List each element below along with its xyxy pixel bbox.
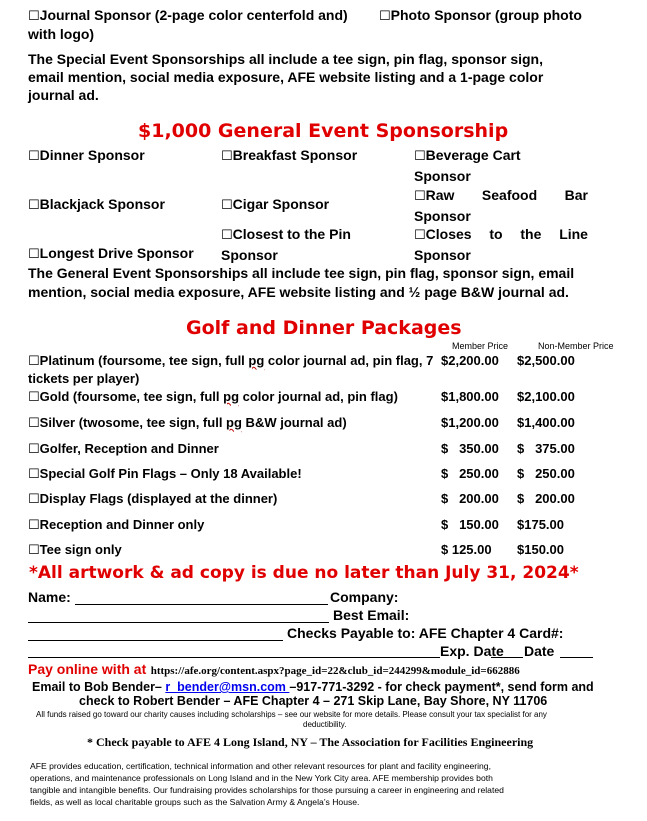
option-label: Seafood [481, 187, 538, 203]
email-line2: check to Robert Bender – AFE Chapter 4 – 271 Skip Lane, Bay Shore, NY 11706 [79, 694, 548, 708]
special-desc-line1: The Special Event Sponsorships all include a tee sign, pin flag, sponsor sign, [28, 51, 543, 67]
about-line: tangible and intangible benefits. Our fundraising provides scholarships for those pursuing a career in engineering and related [30, 785, 504, 795]
checkbox[interactable]: ☐ [28, 9, 40, 24]
name-line [28, 589, 71, 605]
closest-pin-option[interactable] [221, 226, 351, 243]
email-field[interactable] [28, 640, 283, 641]
cigar-sponsor-option[interactable] [221, 196, 329, 213]
email-text: Email to Bob Bender– [32, 680, 166, 694]
about-line: AFE provides education, certification, technical information and other relevant resources for plant and facility engineering, [30, 761, 491, 771]
dinner-sponsor-option[interactable] [28, 147, 145, 164]
package-name: Platinum [39, 353, 95, 368]
general-desc-line1: The General Event Sponsorships all include tee sign, pin flag, sponsor sign, email [28, 265, 575, 281]
nonmember-price: $175.00 [517, 517, 564, 532]
checkbox[interactable]: ☐ [414, 189, 426, 204]
raw-bar-label-cont: Sponsor [414, 208, 471, 224]
option-label: Line [559, 226, 588, 242]
package-row[interactable] [28, 466, 302, 482]
name-label: Name: [28, 589, 71, 605]
option-label: the [520, 226, 542, 242]
about-line: operations, and maintenance professionals on Long Island and in the New York City area. AFE membership provides both [30, 773, 493, 783]
checkbox[interactable]: ☐ [28, 518, 40, 533]
option-label: Longest Drive Sponsor [39, 245, 194, 261]
raw-bar-option[interactable] [414, 187, 588, 204]
general-desc-line2: mention, social media exposure, AFE website listing and ½ page B&W journal ad. [28, 284, 569, 300]
option-label: Raw [425, 187, 455, 203]
package-name: Silver [39, 415, 76, 430]
nonmember-price: $ 375.00 [517, 441, 575, 456]
exp-date-label: Exp. Date [440, 643, 504, 659]
package-row[interactable] [28, 389, 398, 405]
option-label: Breakfast Sponsor [232, 147, 358, 163]
member-price: $ 200.00 [441, 491, 499, 506]
email-link[interactable]: r_bender@msn.com [165, 680, 290, 694]
checkbox[interactable]: ☐ [221, 149, 233, 164]
package-detail: color journal ad, pin flag, 7 [264, 353, 434, 368]
photo-sponsor-label: Photo Sponsor (group photo [390, 7, 582, 23]
special-desc-line2: email mention, social media exposure, AFE website listing and a 1-page color [28, 69, 544, 85]
package-row[interactable] [28, 542, 122, 558]
package-name: Special Golf Pin Flags – Only 18 Available! [39, 466, 302, 481]
about-block [30, 760, 504, 808]
nonmember-price: $ 250.00 [517, 466, 575, 481]
option-label: Bar [564, 187, 588, 203]
checkbox[interactable]: ☐ [28, 543, 40, 558]
checkbox[interactable]: ☐ [28, 247, 40, 262]
nonmember-price: $2,500.00 [517, 353, 575, 368]
pay-online-line [28, 661, 520, 679]
checkbox[interactable]: ☐ [221, 228, 233, 243]
blackjack-sponsor-option[interactable] [28, 196, 165, 213]
special-desc-line3: journal ad. [28, 87, 99, 103]
nonmember-price: $1,400.00 [517, 415, 575, 430]
nonmember-price: $ 200.00 [517, 491, 575, 506]
checkbox[interactable]: ☐ [414, 149, 426, 164]
package-detail: pg [248, 353, 265, 368]
package-name: Reception and Dinner only [39, 517, 205, 532]
option-label: Dinner Sponsor [39, 147, 145, 163]
package-detail: B&W journal ad) [241, 415, 347, 430]
checkbox[interactable]: ☐ [28, 467, 40, 482]
checkbox[interactable]: ☐ [28, 198, 40, 213]
closest-line-option[interactable] [414, 226, 588, 243]
package-detail: color journal ad, pin flag) [239, 389, 398, 404]
journal-sponsor-option[interactable] [28, 7, 348, 24]
check-note: * Check payable to AFE 4 Long Island, NY – The Association for Facilities Engineering [87, 735, 534, 749]
company-field[interactable] [28, 622, 329, 623]
beverage-cart-label-cont: Sponsor [414, 168, 471, 184]
card-number-field[interactable] [28, 657, 440, 658]
package-name: Golfer, Reception and Dinner [39, 441, 219, 456]
checkbox[interactable]: ☐ [28, 416, 40, 431]
email-line1 [32, 680, 594, 694]
photo-sponsor-label-cont: with logo) [28, 26, 95, 42]
package-row[interactable] [28, 441, 219, 457]
checkbox[interactable]: ☐ [379, 9, 391, 24]
package-detail-cont: tickets per player) [28, 371, 140, 386]
member-price: $2,200.00 [441, 353, 499, 368]
closest-pin-label-cont: Sponsor [221, 247, 278, 263]
exp-date-field[interactable] [491, 657, 523, 658]
email-label: Best Email: [333, 607, 410, 623]
member-price: $ 250.00 [441, 466, 499, 481]
checkbox[interactable]: ☐ [221, 198, 233, 213]
member-price: $1,200.00 [441, 415, 499, 430]
package-detail: pg [223, 389, 240, 404]
package-name: Tee sign only [39, 542, 122, 557]
checkbox[interactable]: ☐ [414, 228, 426, 243]
tax-note-line2: deductibility. [303, 720, 347, 729]
member-price: $ 150.00 [441, 517, 499, 532]
member-price: $ 125.00 [441, 542, 492, 557]
checks-payable-label: Checks Payable to: AFE Chapter 4 Card#: [287, 625, 564, 641]
name-field[interactable] [75, 604, 328, 605]
option-label: Closes [425, 226, 472, 242]
photo-sponsor-option[interactable] [379, 7, 582, 24]
package-row[interactable] [28, 491, 277, 507]
member-price-header: Member Price [452, 341, 509, 351]
package-row[interactable] [28, 415, 347, 431]
checkbox[interactable]: ☐ [28, 492, 40, 507]
beverage-cart-option[interactable] [414, 147, 521, 164]
journal-sponsor-label: Journal Sponsor (2-page color centerfold and) [39, 7, 348, 23]
checkbox[interactable]: ☐ [28, 354, 40, 369]
pay-online-label: Pay online with at [28, 661, 147, 677]
date-label: Date [524, 643, 555, 659]
longest-drive-option[interactable] [28, 245, 194, 262]
option-label: Cigar Sponsor [232, 196, 330, 212]
package-name: Gold [39, 389, 70, 404]
tax-note-line1: All funds raised go toward our charity causes including scholarships – see our website for more details. Please consult your tax specialist for any [36, 710, 547, 719]
email-text: –917-771-3292 - for check payment*, send form and [289, 680, 594, 694]
package-detail: pg [226, 415, 242, 430]
option-label: Blackjack Sponsor [39, 196, 165, 212]
date-field[interactable] [560, 657, 593, 658]
member-price: $ 350.00 [441, 441, 499, 456]
package-detail: (foursome, tee sign, full [69, 389, 224, 404]
general-sponsorship-title: $1,000 General Event Sponsorship [138, 120, 509, 142]
checkbox[interactable]: ☐ [28, 149, 40, 164]
checkbox[interactable]: ☐ [28, 442, 40, 457]
nonmember-price: $150.00 [517, 542, 564, 557]
option-label: Beverage Cart [425, 147, 521, 163]
member-price: $1,800.00 [441, 389, 499, 404]
artwork-deadline: *All artwork & ad copy is due no later than July 31, 2024* [29, 563, 579, 583]
package-detail: (twosome, tee sign, full [75, 415, 227, 430]
nonmember-price: $2,100.00 [517, 389, 575, 404]
about-line: fields, as well as local charitable groups such as the Salvation Army & Angela’s House. [30, 797, 360, 807]
nonmember-price-header: Non-Member Price [538, 341, 614, 351]
package-row[interactable] [28, 353, 433, 369]
pay-online-url[interactable]: https://afe.org/content.aspx?page_id=22&club_id=244299&module_id=662886 [150, 665, 520, 677]
breakfast-sponsor-option[interactable] [221, 147, 357, 164]
closest-line-label-cont: Sponsor [414, 247, 471, 263]
option-label: Closest to the Pin [232, 226, 351, 242]
package-row[interactable] [28, 517, 204, 533]
option-label: to [489, 226, 503, 242]
packages-title: Golf and Dinner Packages [186, 317, 462, 339]
checkbox[interactable]: ☐ [28, 390, 40, 405]
package-name: Display Flags (displayed at the dinner) [39, 491, 278, 506]
package-detail: (foursome, tee sign, full [94, 353, 249, 368]
company-label: Company: [330, 589, 399, 605]
